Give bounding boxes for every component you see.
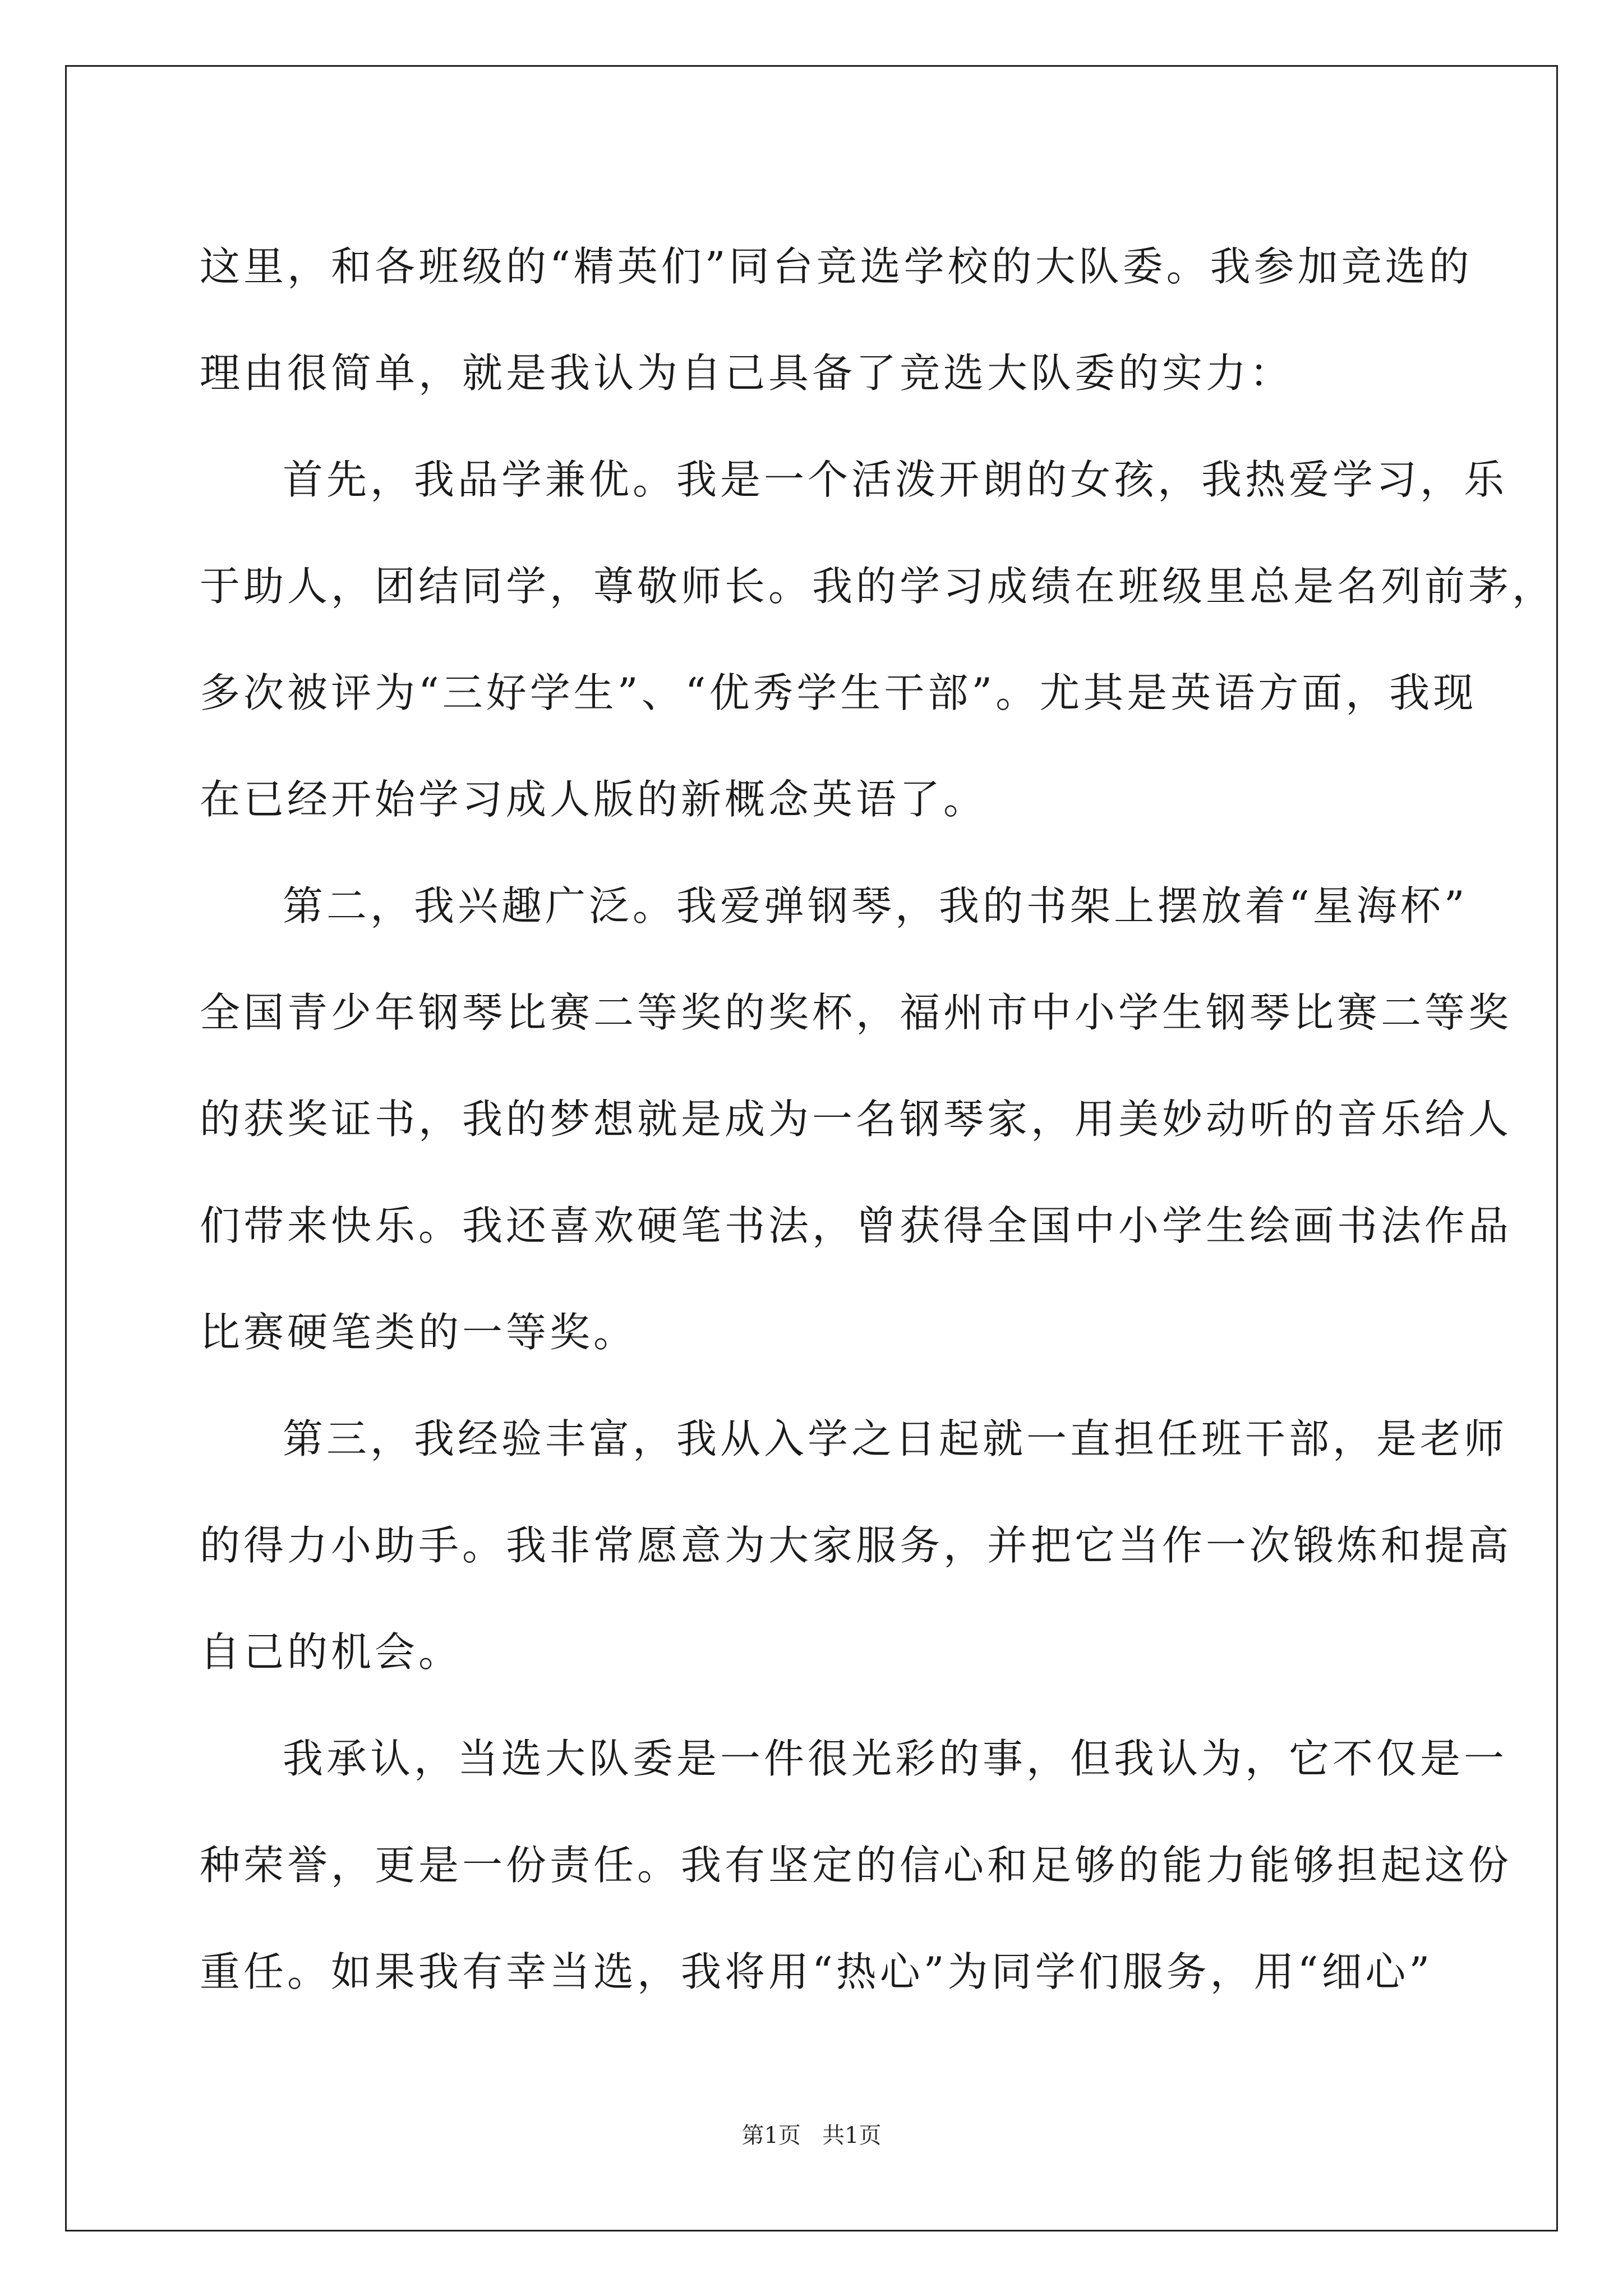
text-line-4: 于助人，团结同学，尊敬师长。我的学习成绩在班级里总是名列前茅， — [200, 563, 1556, 610]
text-line-6: 在已经开始学习成人版的新概念英语了。 — [200, 776, 988, 823]
text-line-17: 重任。如果我有幸当选，我将用“热心”为同学们服务，用“细心” — [200, 1948, 1433, 1995]
text-line-5: 多次被评为“三好学生”、“优秀学生干部”。尤其是英语方面，我现 — [200, 669, 1477, 716]
text-line-11: 比赛硬笔类的一等奖。 — [200, 1309, 638, 1356]
text-line-8: 全国青少年钢琴比赛二等奖的奖杯，福州市中小学生钢琴比赛二等奖 — [200, 989, 1513, 1036]
text-line-7: 第二，我兴趣广泛。我爱弹钢琴，我的书架上摆放着“星海杯” — [283, 882, 1468, 930]
text-line-9: 的获奖证书，我的梦想就是成为一名钢琴家，用美妙动听的音乐给人 — [200, 1096, 1513, 1143]
text-line-1: 这里，和各班级的“精英们”同台竞选学校的大队委。我参加竞选的 — [200, 243, 1473, 290]
text-line-13: 的得力小助手。我非常愿意为大家服务，并把它当作一次锻炼和提高 — [200, 1522, 1513, 1569]
text-line-15: 我承认，当选大队委是一件很光彩的事，但我认为，它不仅是一 — [283, 1735, 1508, 1782]
text-line-12: 第三，我经验丰富，我从入学之日起就一直担任班干部，是老师 — [283, 1415, 1508, 1462]
document-body — [200, 213, 1556, 2025]
text-line-3: 首先，我品学兼优。我是一个活泼开朗的女孩，我热爱学习，乐 — [283, 456, 1508, 503]
text-line-16: 种荣誉，更是一份责任。我有坚定的信心和足够的能力能够担起这份 — [200, 1842, 1513, 1889]
text-line-2: 理由很简单，就是我认为自己具备了竞选大队委的实力： — [200, 349, 1294, 397]
text-line-10: 们带来快乐。我还喜欢硬笔书法，曾获得全国中小学生绘画书法作品 — [200, 1202, 1513, 1249]
text-line-14: 自己的机会。 — [200, 1628, 463, 1676]
page-footer: 第1页 共1页 — [741, 2123, 882, 2148]
